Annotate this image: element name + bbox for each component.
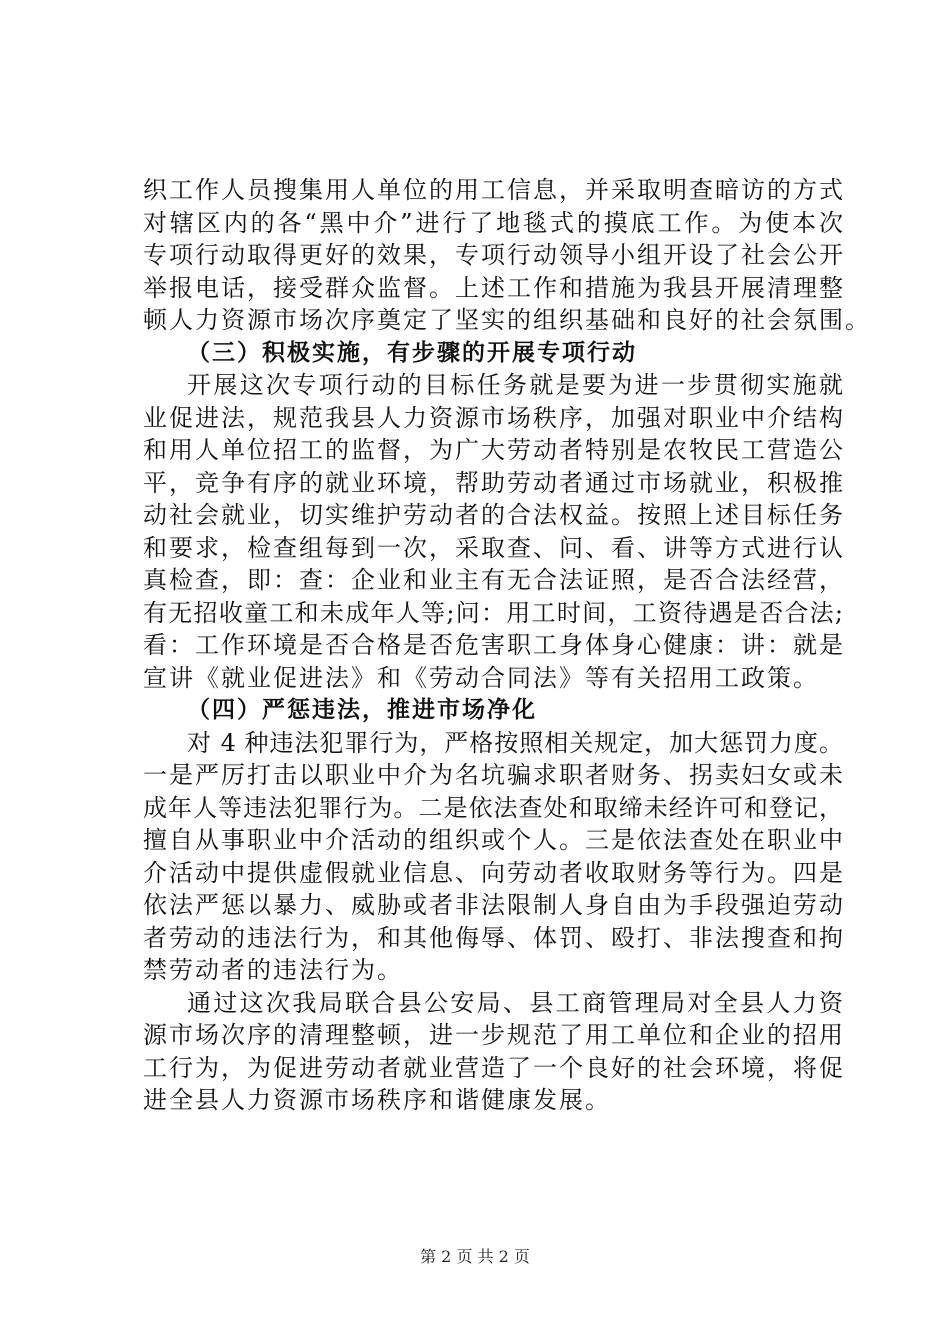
paragraph-line: 织工作人员搜集用人单位的用工信息，并采取明查暗访的方式: [143, 176, 843, 204]
paragraph-line: 宣讲《就业促进法》和《劳动合同法》等有关招用工政策。: [143, 663, 819, 692]
document-body: [143, 174, 871, 1117]
paragraph-line: 举报电话，接受群众监督。上述工作和措施为我县开展清理整: [143, 273, 843, 302]
paragraph-line: 平，竞争有序的就业环境，帮助劳动者通过市场就业，积极推: [143, 468, 843, 497]
paragraph-line: 者劳动的违法行为，和其他侮辱、体罚、殴打、非法搜查和拘: [143, 923, 843, 952]
paragraph-line: 禁劳动者的违法行为。: [143, 956, 403, 984]
paragraph-line: 依法严惩以暴力、威胁或者非法限制人身自由为手段强迫劳动: [143, 891, 843, 919]
paragraph-first-line: 开展这次专项行动的目标任务就是要为进一步贯彻实施就: [187, 371, 843, 399]
paragraph-line: 动社会就业，切实维护劳动者的合法权益。按照上述目标任务: [143, 501, 843, 529]
paragraph-line: 进全县人力资源市场秩序和谐健康发展。: [143, 1086, 611, 1114]
page-number-label: 第 2 页 共 2 页: [420, 1247, 530, 1266]
paragraph-line: 和要求，检查组每到一次，采取查、问、看、讲等方式进行认: [143, 533, 843, 562]
paragraph-line: 有无招收童工和未成年人等;问：用工时间，工资待遇是否合法;: [143, 598, 843, 627]
paragraph-line: 一是严厉打击以职业中介为名坑骗求职者财务、拐卖妇女或未: [143, 761, 843, 789]
paragraph-line: 成年人等违法犯罪行为。二是依法查处和取缔未经许可和登记，: [143, 793, 843, 822]
paragraph-line: 源市场次序的清理整顿，进一步规范了用工单位和企业的招用: [143, 1021, 843, 1049]
paragraph-line: 看：工作环境是否合格是否危害职工身体身心健康：讲：就是: [143, 631, 843, 659]
paragraph-line: 和用人单位招工的监督，为广大劳动者特别是农牧民工营造公: [143, 436, 843, 464]
paragraph-line: 介活动中提供虚假就业信息、向劳动者收取财务等行为。四是: [143, 858, 843, 887]
paragraph-first-line: 对 4 种违法犯罪行为，严格按照相关规定，加大惩罚力度。: [187, 728, 843, 757]
section-heading: （三）积极实施，有步骤的开展专项行动: [187, 339, 637, 366]
paragraph-line: 专项行动取得更好的效果，专项行动领导小组开设了社会公开: [143, 241, 843, 269]
paragraph-line: 对辖区内的各“黑中介”进行了地毯式的摸底工作。为使本次: [143, 208, 843, 237]
page-footer: [0, 1244, 950, 1267]
paragraph-first-line: 通过这次我局联合县公安局、县工商管理局对全县人力资: [187, 988, 843, 1017]
paragraph-line: 业促进法，规范我县人力资源市场秩序，加强对职业中介结构: [143, 403, 843, 432]
paragraph-line: 工行为，为促进劳动者就业营造了一个良好的社会环境，将促: [143, 1053, 843, 1082]
section-heading: （四）严惩违法，推进市场净化: [187, 697, 537, 723]
paragraph-line: 擅自从事职业中介活动的组织或个人。三是依法查处在职业中: [143, 826, 843, 854]
paragraph-line: 真检查，即：查：企业和业主有无合法证照，是否合法经营，: [143, 566, 843, 594]
paragraph-line: 顿人力资源市场次序奠定了坚实的组织基础和良好的社会氛围。: [143, 306, 871, 334]
